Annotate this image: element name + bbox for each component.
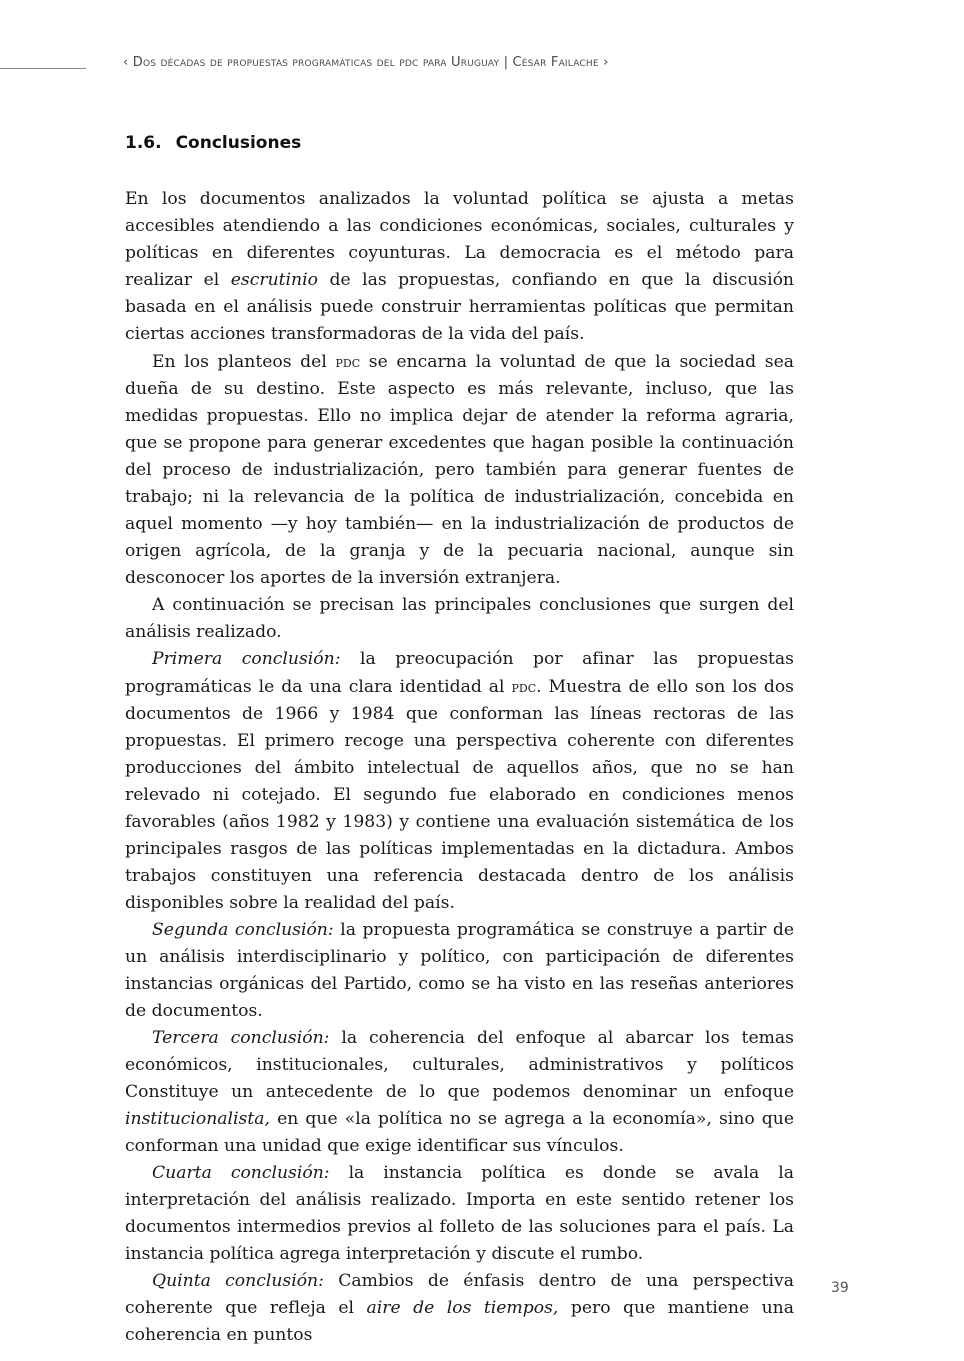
section-heading xyxy=(125,133,301,153)
paragraph-text: pero que mantiene una coherencia en puntos xyxy=(125,1298,794,1345)
header-rule xyxy=(0,68,86,69)
conclusion-5 xyxy=(125,1268,794,1349)
paragraph xyxy=(125,592,794,646)
section-number: 1.6. xyxy=(125,133,162,153)
running-header: ‹ Dos décadas de propuestas programáticas del pdc para Uruguay | César Failache › xyxy=(123,55,609,70)
emphasis-text: escrutinio xyxy=(230,270,318,290)
conclusion-label: Cuarta conclusión: xyxy=(152,1163,330,1183)
emphasis-text: institucionalista, xyxy=(125,1109,270,1129)
paragraph-text: de las propuestas, confiando en que la discusión basada en el análisis puede construir herramientas políticas que permitan ciertas acciones transformadoras de la vida del país. xyxy=(125,270,795,344)
paragraph xyxy=(125,186,794,348)
body-text xyxy=(125,186,794,1349)
conclusion-label: Segunda conclusión: xyxy=(152,920,334,940)
emphasis-text: aire de los tiempos, xyxy=(366,1298,559,1318)
conclusion-label: Tercera conclusión: xyxy=(152,1028,330,1048)
paragraph-text: En los planteos del xyxy=(152,352,327,372)
paragraph-text: la propuesta programática se construye a partir de un análisis interdisciplinario y político, con participación de diferentes instancias orgánicas del Partido, como se ha visto en las reseñas anteriores de documentos. xyxy=(125,920,795,1021)
conclusion-2 xyxy=(125,917,794,1025)
abbreviation: pdc xyxy=(511,677,537,696)
paragraph-text: . Muestra de ello son los dos documentos de 1966 y 1984 que conforman las líneas rectoras de las propuestas. El primero recoge una perspectiva coherente con diferentes producciones del ámbito intelectual de aquellos años, que no se han relevado ni cotejado. El segundo fue elaborado en condiciones menos favorables (años 1982 y 1983) y contiene una evaluación sistemática de los principales rasgos de las políticas implementadas en la dictadura. Ambos trabajos constituyen una referencia destacada dentro de los análisis disponibles sobre la realidad del país. xyxy=(125,677,794,913)
page-number: 39 xyxy=(831,1280,849,1296)
paragraph-text: la preocupación por afinar las propuestas programáticas le da una clara identidad al xyxy=(125,649,794,697)
paragraph-text: la instancia política es donde se avala la interpretación del análisis realizado. Importa en este sentido retener los documentos intermedios previos al folleto de las soluciones para el país. La instancia política agrega interpretación y discute el rumbo. xyxy=(125,1163,795,1264)
conclusion-label: Quinta conclusión: xyxy=(152,1271,324,1291)
paragraph-text: la coherencia del enfoque al abarcar los temas económicos, institucionales, culturales, administrativos y políticos Constituye un antecedente de lo que podemos denominar un enfoque xyxy=(125,1028,794,1102)
conclusion-label: Primera conclusión: xyxy=(152,649,341,669)
conclusion-3 xyxy=(125,1025,794,1160)
paragraph xyxy=(125,348,794,592)
section-title: Conclusiones xyxy=(175,133,302,153)
abbreviation: pdc xyxy=(335,352,361,371)
paragraph-text: Cambios de énfasis dentro de una perspectiva coherente que refleja el xyxy=(125,1271,795,1318)
paragraph-text: se encarna la voluntad de que la sociedad sea dueña de su destino. Este aspecto es más relevante, incluso, que las medidas propuestas. Ello no implica dejar de atender la reforma agraria, que se propone para generar excedentes que hagan posible la continuación del proceso de industrialización, pero también para generar fuentes de trabajo; ni la relevancia de la política de industrialización, concebida en aquel momento —y hoy también— en la industrialización de productos de origen agrícola, de la granja y de la pecuaria nacional, aunque sin desconocer los aportes de la inversión extranjera. xyxy=(125,352,795,588)
paragraph-text: en que «la política no se agrega a la economía», sino que conforman una unidad que exige identificar sus vínculos. xyxy=(125,1109,795,1156)
paragraph-text: En los documentos analizados la voluntad política se ajusta a metas accesibles atendiendo a las condiciones económicas, sociales, culturales y políticas en diferentes coyunturas. La democracia es el método para realizar el xyxy=(125,189,794,290)
paragraph-text: A continuación se precisan las principales conclusiones que surgen del análisis realizado. xyxy=(125,595,794,642)
conclusion-1 xyxy=(125,646,794,917)
conclusion-4 xyxy=(125,1160,794,1268)
